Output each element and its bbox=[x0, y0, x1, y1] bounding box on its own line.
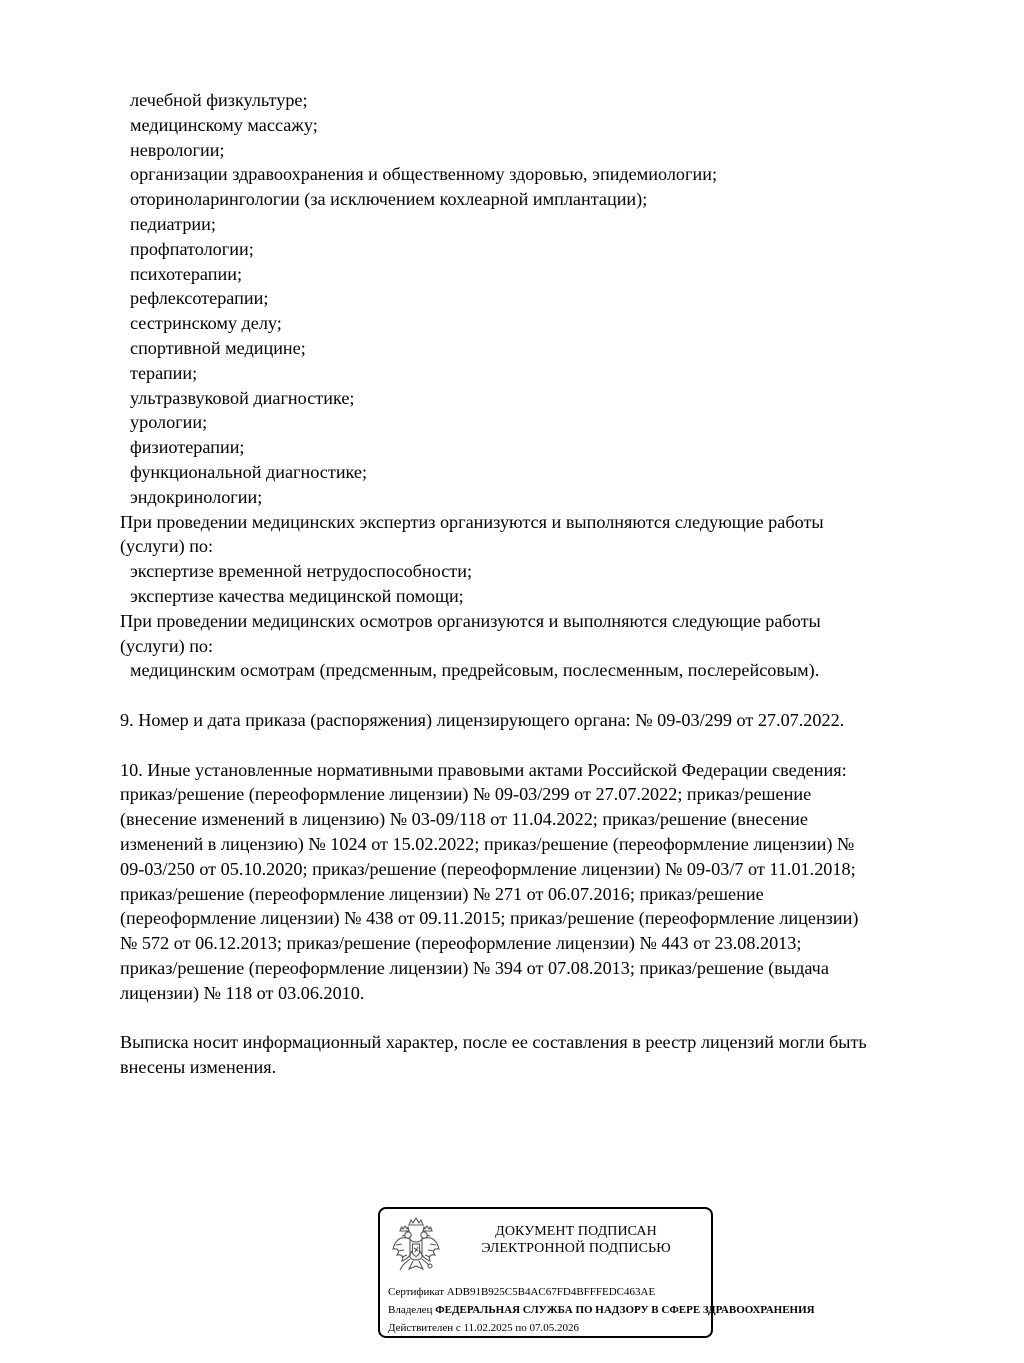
owner-label: Владелец bbox=[388, 1304, 433, 1316]
validity-label: Действителен bbox=[388, 1322, 454, 1334]
certificate-value: ADB91B925C5B4AC67FD4BFFFEDC463AE bbox=[446, 1286, 656, 1298]
section-10-line: лицензии) № 118 от 03.06.2010. bbox=[120, 982, 365, 1003]
section-10-line: (переоформление лицензии) № 438 от 09.11.2015; приказ/решение (переоформление лицензии) bbox=[120, 908, 859, 929]
exams-heading-line: (услуги) по: bbox=[120, 635, 214, 656]
list-item: психотерапии; bbox=[130, 263, 242, 284]
list-item: оториноларингологии (за исключением кохлеарной имплантации); bbox=[130, 189, 648, 210]
list-item: рефлексотерапии; bbox=[130, 288, 269, 309]
list-item: экспертизе временной нетрудоспособности; bbox=[130, 561, 473, 582]
electronic-signature-stamp bbox=[378, 1207, 815, 1338]
section-10-line: изменений в лицензию) № 1024 от 15.02.2022; приказ/решение (переоформление лицензии) № bbox=[120, 833, 855, 854]
stamp-certificate bbox=[388, 1286, 655, 1299]
exams-heading-line: При проведении медицинских осмотров организуются и выполняются следующие работы bbox=[120, 610, 821, 631]
list-item: профпатологии; bbox=[130, 238, 254, 259]
list-item: физиотерапии; bbox=[130, 437, 245, 458]
document-body bbox=[120, 88, 970, 1080]
expertise-heading bbox=[120, 510, 970, 560]
russian-coat-of-arms-icon bbox=[390, 1215, 442, 1275]
list-item: ультразвуковой диагностике; bbox=[130, 387, 355, 408]
list-item: медицинскому массажу; bbox=[130, 114, 318, 135]
section-10-line: приказ/решение (переоформление лицензии) № 09-03/299 от 27.07.2022; приказ/решение bbox=[120, 784, 812, 805]
list-item: сестринскому делу; bbox=[130, 313, 282, 334]
owner-value: ФЕДЕРАЛЬНАЯ СЛУЖБА ПО НАДЗОРУ В СФЕРЕ ЗДРАВООХРАНЕНИЯ bbox=[435, 1304, 815, 1316]
list-item: организации здравоохранения и общественному здоровью, эпидемиологии; bbox=[130, 164, 717, 185]
list-item: урологии; bbox=[130, 412, 208, 433]
disclaimer-line: внесены изменения. bbox=[120, 1057, 277, 1078]
section-10-line: № 572 от 06.12.2013; приказ/решение (переоформление лицензии) № 443 от 23.08.2013; bbox=[120, 933, 802, 954]
section-10-line: приказ/решение (переоформление лицензии) № 394 от 07.08.2013; приказ/решение (выдача bbox=[120, 957, 829, 978]
list-item: педиатрии; bbox=[130, 213, 216, 234]
section-10 bbox=[120, 758, 970, 1006]
disclaimer bbox=[120, 1030, 970, 1080]
list-item: лечебной физкультуре; bbox=[130, 90, 308, 110]
exams-list bbox=[120, 658, 970, 683]
list-item: неврологии; bbox=[130, 139, 225, 160]
list-item: терапии; bbox=[130, 362, 198, 383]
section-9: 9. Номер и дата приказа (распоряжения) лицензирующего органа: № 09-03/299 от 27.07.2022. bbox=[120, 709, 845, 730]
section-10-line: 09-03/250 от 05.10.2020; приказ/решение (переоформление лицензии) № 09-03/7 от 11.01.2018; bbox=[120, 858, 856, 879]
stamp-validity bbox=[388, 1322, 579, 1335]
stamp-owner bbox=[388, 1304, 815, 1317]
list-item: спортивной медицине; bbox=[130, 337, 306, 358]
stamp-title bbox=[460, 1223, 692, 1257]
paragraph-spacer bbox=[120, 733, 970, 758]
paragraph-spacer bbox=[120, 1005, 970, 1030]
disclaimer-line: Выписка носит информационный характер, после ее составления в реестр лицензий могли быть bbox=[120, 1032, 867, 1053]
validity-value: с 11.02.2025 по 07.05.2026 bbox=[455, 1322, 579, 1334]
expertise-heading-line: При проведении медицинских экспертиз организуются и выполняются следующие работы bbox=[120, 511, 824, 532]
stamp-title-line: ДОКУМЕНТ ПОДПИСАН bbox=[495, 1224, 657, 1239]
list-item: экспертизе качества медицинской помощи; bbox=[130, 585, 464, 606]
expertise-heading-line: (услуги) по: bbox=[120, 536, 214, 557]
services-list bbox=[120, 88, 970, 510]
stamp-title-line: ЭЛЕКТРОННОЙ ПОДПИСЬЮ bbox=[481, 1241, 671, 1256]
list-item: эндокринологии; bbox=[130, 486, 263, 507]
paragraph-spacer bbox=[120, 683, 970, 708]
section-10-line: (внесение изменений в лицензию) № 03-09/118 от 11.04.2022; приказ/решение (внесение bbox=[120, 809, 808, 830]
list-item: функциональной диагностике; bbox=[130, 461, 368, 482]
section-10-line: приказ/решение (переоформление лицензии) № 271 от 06.07.2016; приказ/решение bbox=[120, 883, 764, 904]
exams-heading bbox=[120, 609, 970, 659]
certificate-label: Сертификат bbox=[388, 1286, 444, 1298]
list-item: медицинским осмотрам (предсменным, предрейсовым, послесменным, послерейсовым). bbox=[130, 660, 820, 681]
expertise-list bbox=[120, 559, 970, 609]
section-10-line: 10. Иные установленные нормативными правовыми актами Российской Федерации сведения: bbox=[120, 759, 847, 780]
